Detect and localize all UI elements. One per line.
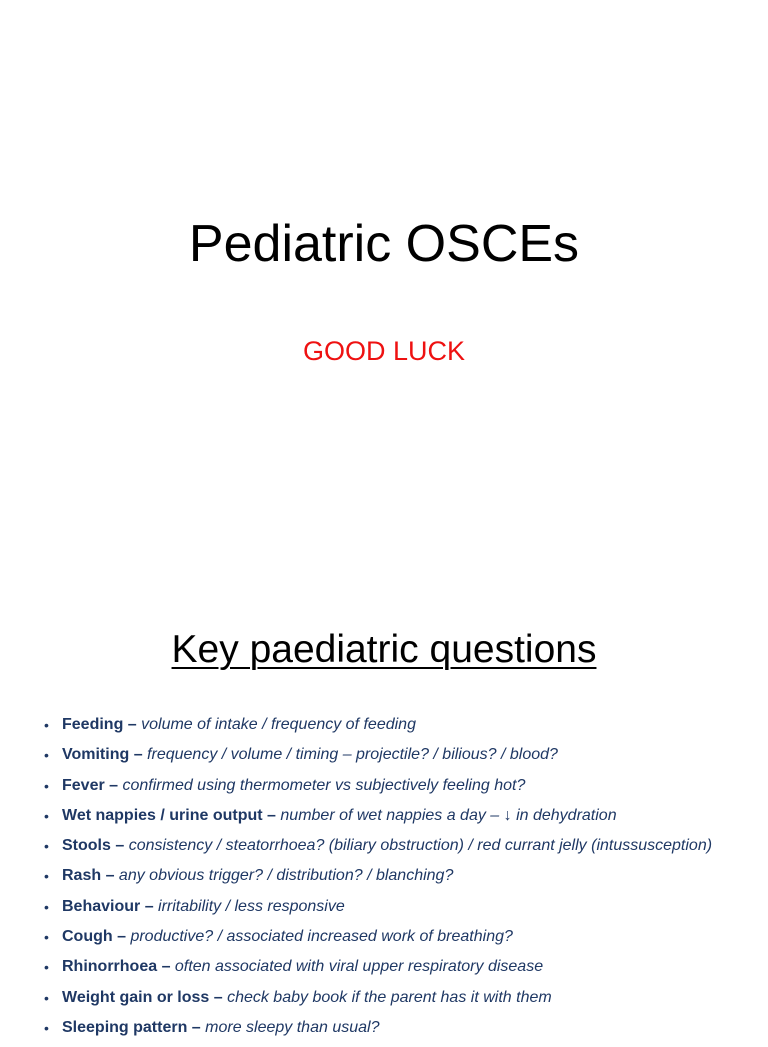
item-term: Cough – (62, 928, 131, 946)
item-term: Sleeping pattern – (62, 1018, 206, 1036)
list-item (44, 896, 734, 918)
item-term: Vomiting – (62, 746, 148, 764)
list-item (44, 926, 734, 948)
list-item (44, 775, 734, 797)
list-item (44, 987, 734, 1009)
item-desc: frequency / volume / timing – projectile? / bilious? / blood? (147, 746, 558, 764)
bullet-icon: • (44, 838, 49, 855)
question-list (44, 714, 734, 1047)
bullet-icon: • (44, 989, 49, 1006)
bullet-icon: • (44, 807, 49, 824)
item-term: Behaviour – (62, 897, 159, 915)
item-desc: confirmed using thermometer vs subjectively feeling hot? (122, 776, 526, 794)
item-desc: check baby book if the parent has it with them (227, 988, 552, 1006)
bullet-icon: • (44, 717, 49, 733)
list-item (44, 865, 734, 887)
item-desc: number of wet nappies a day – ↓ in dehydration (280, 806, 617, 824)
bullet-icon: • (44, 959, 49, 976)
bullet-icon: • (44, 777, 49, 794)
list-item (44, 1017, 734, 1039)
list-item (44, 805, 734, 827)
item-term: Weight gain or loss – (62, 988, 228, 1006)
item-term: Stools – (62, 837, 129, 855)
questions-slide (0, 576, 768, 1036)
item-desc: irritability / less responsive (158, 897, 345, 915)
list-item (44, 714, 734, 736)
item-desc: more sleepy than usual? (205, 1018, 380, 1036)
list-item (44, 744, 734, 766)
bullet-icon: • (44, 929, 49, 946)
item-term: Fever – (62, 776, 123, 794)
item-desc: productive? / associated increased work of breathing? (130, 928, 513, 946)
item-desc: any obvious trigger? / distribution? / blanching? (118, 867, 454, 885)
slide-title: Key paediatric questions (171, 628, 597, 671)
main-title: Pediatric OSCEs (188, 215, 580, 273)
list-item (44, 835, 734, 857)
item-desc: often associated with viral upper respiratory disease (174, 958, 544, 976)
list-item (44, 956, 734, 978)
bullet-icon: • (44, 868, 49, 885)
bullet-icon: • (44, 747, 49, 764)
item-term: Wet nappies / urine output – (62, 806, 281, 824)
subtitle: GOOD LUCK (302, 336, 466, 366)
item-term: Feeding – (62, 716, 142, 733)
item-term: Rash – (62, 867, 119, 885)
bullet-icon: • (44, 1019, 49, 1036)
item-term: Rhinorrhoea – (62, 958, 175, 976)
item-desc: consistency / steatorrhoea? (biliary obstruction) / red currant jelly (intussusception) (128, 837, 713, 855)
item-desc: volume of intake / frequency of feeding (141, 716, 416, 733)
bullet-icon: • (44, 898, 49, 915)
